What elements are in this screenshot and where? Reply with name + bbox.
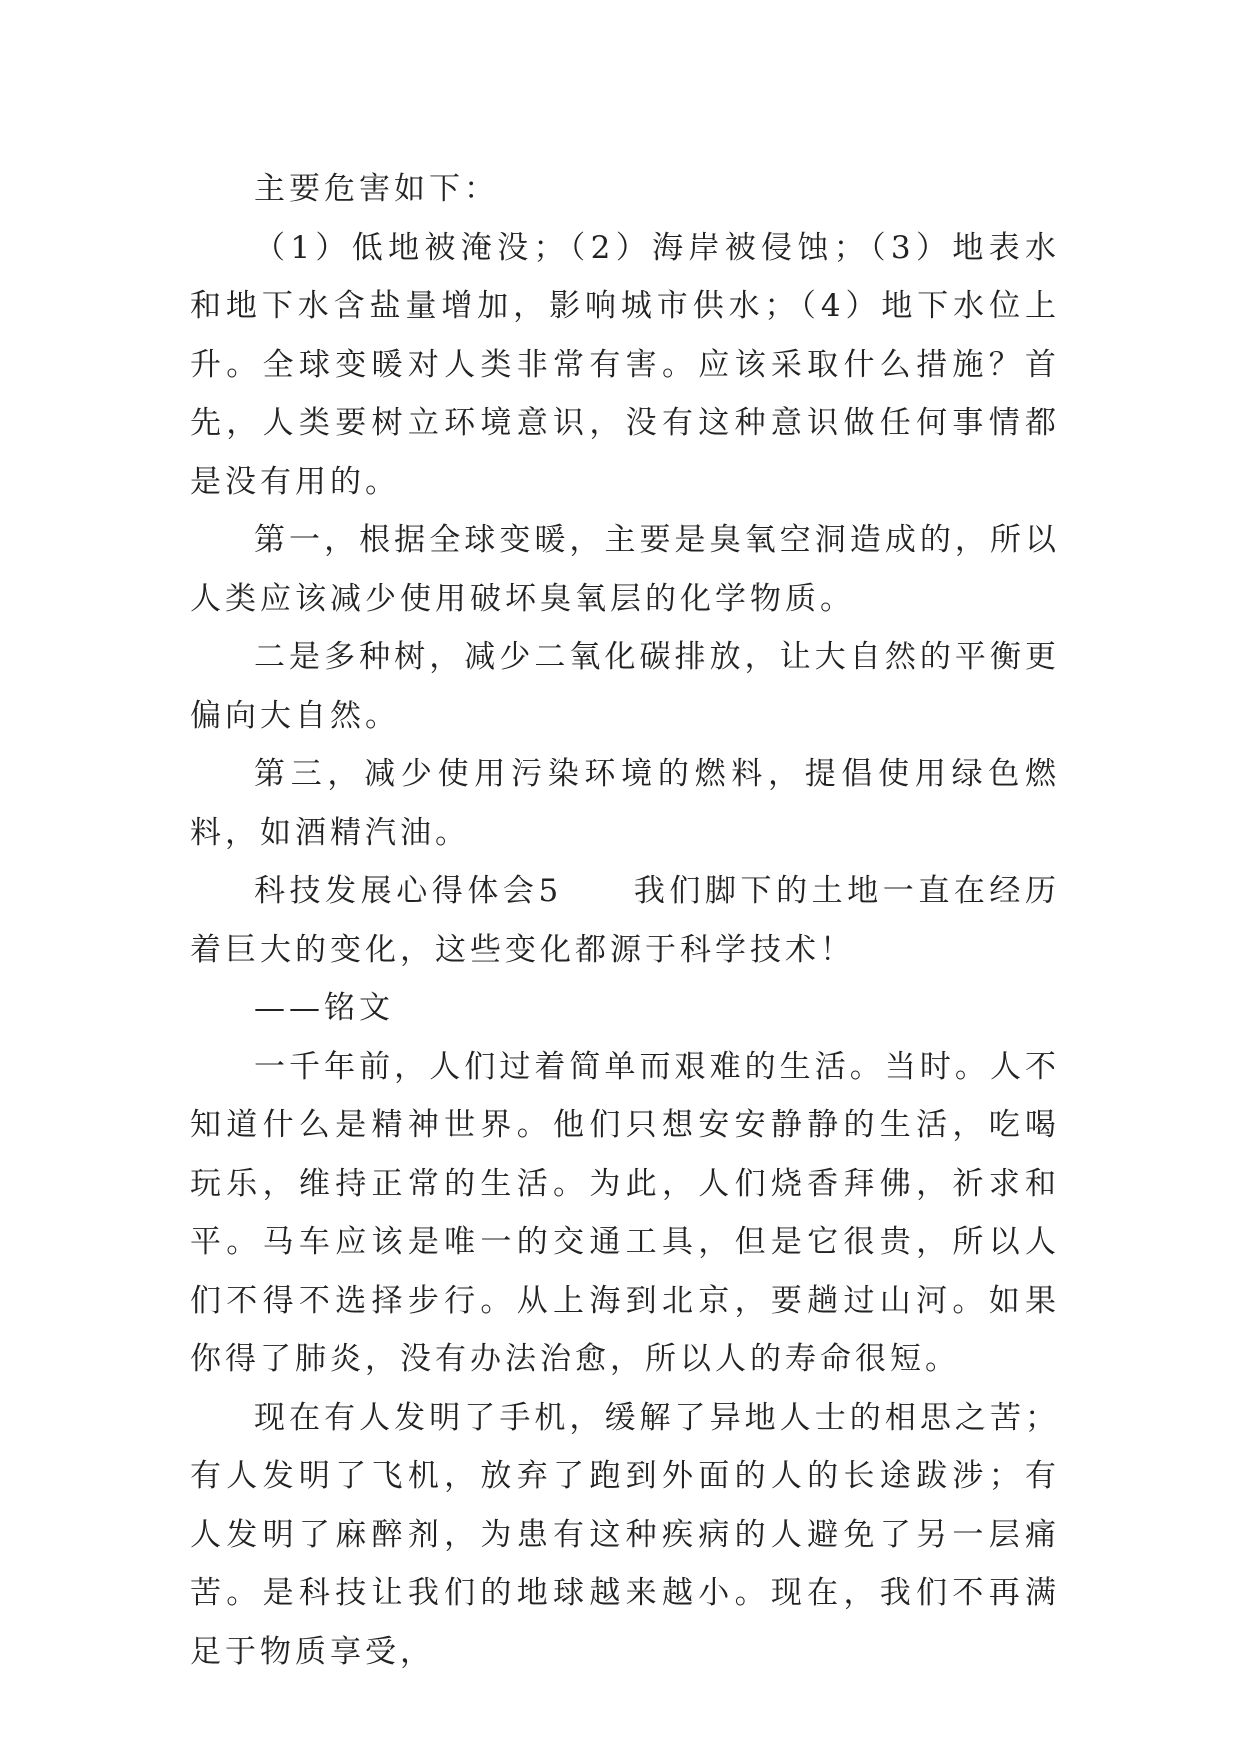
paragraph-hazards-list: （1）低地被淹没；（2）海岸被侵蚀；（3）地表水和地下水含盐量增加，影响城市供水；（4）地下水位上升。全球变暖对人类非常有害。应该采取什么措施？首先，人类要树立环境意识，没有这种意识做任何事情都是没有用的。: [190, 229, 1060, 500]
paragraph-inscription: ——铭文: [254, 990, 394, 1026]
paragraph-past-life: 一千年前，人们过着简单而艰难的生活。当时。人不知道什么是精神世界。他们只想安安静静的生活，吃喝玩乐，维持正常的生活。为此，人们烧香拜佛，祈求和平。马车应该是唯一的交通工具，但是它很贵，所以人们不得不选择步行。从上海到北京，要趟过山河。如果你得了肺炎，没有办法治愈，所以人的寿命很短。: [190, 1048, 1060, 1377]
paragraph-measure-third: 第三，减少使用污染环境的燃料，提倡使用绿色燃料，如酒精汽油。: [190, 756, 1060, 851]
document-body: [190, 160, 1060, 1681]
paragraph-measure-second: 二是多种树，减少二氧化碳排放，让大自然的平衡更偏向大自然。: [190, 639, 1060, 734]
paragraph-hazards-heading: 主要危害如下：: [254, 171, 499, 207]
paragraph-measure-first: 第一，根据全球变暖，主要是臭氧空洞造成的，所以人类应该减少使用破坏臭氧层的化学物质。: [190, 522, 1060, 617]
paragraph-inventions: 现在有人发明了手机，缓解了异地人士的相思之苦；有人发明了飞机，放弃了跑到外面的人的长途跋涉；有人发明了麻醉剂，为患有这种疾病的人避免了另一层痛苦。是科技让我们的地球越来越小。现在，我们不再满足于物质享受，: [190, 1399, 1060, 1670]
paragraph-section-title: 科技发展心得体会5 我们脚下的土地一直在经历着巨大的变化，这些变化都源于科学技术！: [190, 873, 1060, 968]
